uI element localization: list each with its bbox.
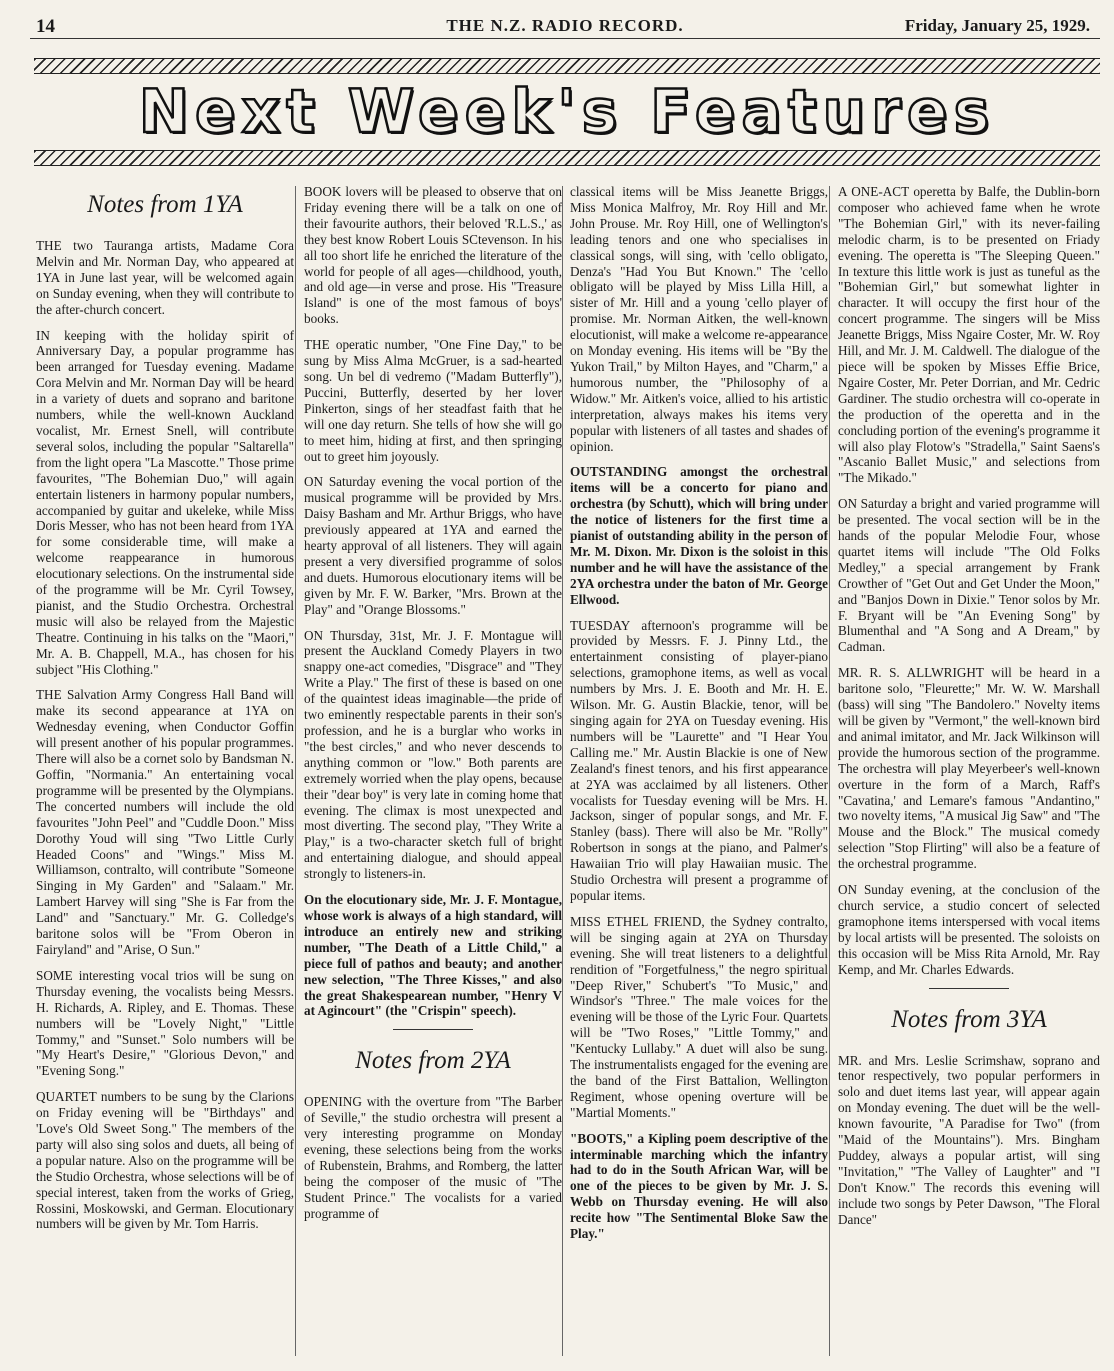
- article-paragraph: THE two Tauranga artists, Madame Cora Melvin and Mr. Norman Day, who appeared at 1YA in June last year, will be welcomed again on Sunday evening, when they will contribute to the after-church concert.: [36, 238, 294, 317]
- article-paragraph-bold: OUTSTANDING amongst the orchestral items will be a concerto for piano and orchestra (by Schutt), which will bring under the notice of listeners for the first time a pianist of outstanding ability in the person of Mr. M. Dixon. Mr. Dixon is the soloist in this number and he will have the assistance of the 2YA orchestra under the baton of Mr. George Ellwood.: [570, 464, 828, 607]
- features-banner: [34, 58, 1100, 166]
- article-paragraph: OPENING with the overture from "The Barber of Seville," the studio orchestra will present a very interesting programme on Monday evening, these selections being from the works of Rubenstein, Brahms, and Romberg, the latter being the composer of the music of "The Student Prince." The vocalists for a varied programme of: [304, 1094, 562, 1221]
- column-rule: [829, 186, 830, 1356]
- column-4: [838, 184, 1100, 1364]
- article-paragraph: ON Sunday evening, at the conclusion of the church service, a studio concert of selected gramophone items interspersed with vocal items by local artists will be presented. The soloists on this occasion will be Miss Rita Arnold, Mr. Ray Kemp, and Mr. Charles Edwards.: [838, 882, 1100, 977]
- masthead: [30, 10, 1100, 39]
- article-paragraph: ON Saturday a bright and varied programme will be presented. The vocal section will be in the hands of the popular Melodie Four, whose quartet items will include "The Old Folks Medley," a special arrangement by Frank Crowther of "Get Out and Get Under the Moon," and "Banjos Down in Dixie." Tenor solos by Mr. F. Bryant will be "An Evening Song" by Blumenthal and "A Song and A Dream," by Cadman.: [838, 496, 1100, 655]
- article-paragraph: QUARTET numbers to be sung by the Clarions on Friday evening will be "Birthdays" and 'Love's Old Sweet Song." The members of the party will also sing solos and duets, all being of a popular nature. Also on the programme will be the Studio Orchestra, whose selections will be of special interest, taken from the works of Grieg, Rossini, Moskowski, and German. Elocutionary numbers will be given by Mr. Tom Harris.: [36, 1089, 294, 1232]
- article-paragraph-bold: "BOOTS," a Kipling poem descriptive of the interminable marching which the infantry had to do in the South African War, will be one of the pieces to be given by Mr. J. S. Webb on Thursday evening. He will also recite how "The Sentimental Bloke Saw the Play.": [570, 1130, 828, 1242]
- publication-name: THE N.Z. RADIO RECORD.: [446, 16, 684, 35]
- zigzag-border-top: [34, 58, 1100, 74]
- article-paragraph: BOOK lovers will be pleased to observe that on Friday evening there will be a talk on one of their favourite authors, their beloved 'R.L.S.,' as they best know Robert Louis SCtevenson. In his all too short life he enriched the literature of the world for people of all ages—childhood, youth, and old age—in verse and prose. His "Treasure Island" is one of the most famous of boys' books.: [304, 184, 562, 327]
- article-paragraph: classical items will be Miss Jeanette Briggs, Miss Monica Malfroy, Mr. Roy Hill and Mr. John Prouse. Mr. Roy Hill, one of Wellington's leading tenors and one who specialises in classical songs, will sing, with 'cello obligato, Denza's "Had You But Known." The 'cello obligato will be played by Miss Lilla Hill, a sister of Mr. Hill and a young 'cello player of promise. Mr. Norman Aitken, the well-known elocutionist, will make a welcome re-appearance on Monday evening. His items will be "By the Yukon Trail," by Milton Hayes, and "Charm," a humorous number, the "Philosophy of a Widow." Mr. Aitken's voice, allied to his artistic interpretation, always makes his items very popular with listeners of all tastes and shades of opinion.: [570, 184, 828, 454]
- article-paragraph-bold: On the elocutionary side, Mr. J. F. Montague, whose work is always of a high standard, will introduce an entirely new and striking number, "The Death of a Little Child," a piece full of pathos and beauty; and another new selection, "The Three Kisses," and also the great Shakespearean number, "Henry V at Agincourt" (the "Crispin" speech).: [304, 892, 562, 1019]
- article-paragraph: ON Saturday evening the vocal portion of the musical programme will be provided by Mrs. Daisy Basham and Mr. Arthur Briggs, who have previously appeared at 1YA and earned the hearty approval of all listeners. They will again present a very diversified programme of solos and duets. Humorous elocutionary items will be given by Mr. F. W. Barker, "Mrs. Brown at the Play" and "Orange Blossoms.": [304, 474, 562, 617]
- article-paragraph: MR. R. S. ALLWRIGHT will be heard in a baritone solo, "Fleurette;" Mr. W. W. Marshall (bass) will sing "The Bandolero." Novelty items will be given by "Vermont," the well-known bird and animal imitator, and Mr. Jack Wilkinson will provide the humorous section of the programme. The orchestra will play Meyerbeer's well-known overture in the form of a March, Raff's "Cavatina,' and Lemare's famous "Andantino," two novelty items, "A musical Jig Saw" and "The Mouse and the Block." The musical comedy selection "Stop Flirting" will also be a feature of the orchestral programme.: [838, 665, 1100, 872]
- article-paragraph: THE Salvation Army Congress Hall Band will make its second appearance at 1YA on Wednesday evening, when Conductor Goffin will present another of his popular programmes. There will also be a cornet solo by Bandsman N. Goffin, "Normania." An entertaining vocal programme will be presented by the Olympians. The concerted numbers will include the old favourites "John Peel" and "Cuddle Doon." Miss Dorothy Youd will sing "Two Little Curly Headed Coons" and "Wings." Miss M. Williamson, contralto, will contribute "Someone Singing in My Garden" and "Salaam." Mr. Lambert Harvey will sing "She is Far from the Land" and "Sanctuary." Mr. G. Colledge's baritone solos will be "From Oberon in Fairyland" and "Arise, O Sun.": [36, 687, 294, 957]
- article-paragraph: ON Thursday, 31st, Mr. J. F. Montague will present the Auckland Comedy Players in two snappy one-act comedies, "Disgrace" and "They Write a Play." The first of these is based on one of the quaintest ideas imaginable—the pride of two eminently respectable parents in their son's profession, and he is a burglar who works in "the best circles," and who never descends to anything common or "low." Both parents are extremely worried when the play opens, because their "dear boy" is very late in coming home that evening. The climax is most unexpected and most diverting. The second play, "They Write a Play," is a two-character sketch full of bright and entertaining dialogue, and should appeal strongly to listeners-in.: [304, 627, 562, 882]
- section-heading-1ya: Notes from 1YA: [87, 191, 243, 218]
- page-number: 14: [36, 16, 55, 37]
- article-paragraph: TUESDAY afternoon's programme will be provided by Messrs. F. J. Pinny Ltd., the entertainment consisting of player-piano selections, gramophone items, as well as vocal numbers by Mrs. J. E. Booth and Mr. H. E. Wilson. Mr. G. Austin Blackie, tenor, will be singing again for 2YA on Tuesday evening. His numbers will be "Laurette" and "I Hear You Calling me." Mr. Austin Blackie is one of New Zealand's finest tenors, and his first appearance at 2YA was acclaimed by all listeners. Other vocalists for Tuesday evening will be Mrs. H. Jackson, singer of popular songs, and Mr. F. Stanley (bass). There will also be Mr. "Rolly" Robertson in songs at the piano, and Palmer's Hawaiian Trio will play Hawaiian music. The Studio Orchestra will present a programme of popular items.: [570, 617, 828, 903]
- column-rule: [295, 186, 296, 1356]
- article-paragraph: MR. and Mrs. Leslie Scrimshaw, soprano and tenor respectively, two popular performers in solo and duet items last year, will appear again on Monday evening. The duet will be the well-known favourite, "A Paradise for Two" (from "Maid of the Mountains"). Mrs. Bingham Puddey, always a popular artist, will sing "Invitation," "The Valley of Laughter" and "I Don't Know." The records this evening will include two songs by Peter Dawson, "The Floral Dance": [838, 1052, 1100, 1227]
- section-heading-2ya: Notes from 2YA: [355, 1047, 511, 1075]
- article-paragraph: A ONE-ACT operetta by Balfe, the Dublin-born composer who achieved fame when he wrote "The Bohemian Girl," with its never-failing melodic charm, is to be presented on Friady evening. The operetta is "The Sleeping Queen." In texture this little work is just as tuneful as the "Bohemian Girl," but somewhat lighter in character. It will occupy the first hour of the concert programme. The singers will be Miss Jeanette Briggs, Miss Ngaire Coster, Mr. W. Roy Hill, and Mr. J. M. Caldwell. The dialogue of the piece will be spoken by Misses Effie Brice, Ngaire Coster, Mr. Peter Dorrian, and Mr. Cedric Gardiner. The studio orchestra will co-operate in the production of the operetta and in the concluding portion of the evening's programme it will also play Flotow's "Stradella," Saint Saens's "Ascanio Ballet Music," and selections from "The Mikado.": [838, 184, 1100, 486]
- article-paragraph: THE operatic number, "One Fine Day," to be sung by Miss Alma McGruer, is a sad-hearted song. Un bel di vedremo ("Madam Butterfly"), Puccini, Butterfly, deserted by her lover Pinkerton, sings of her steadfast faith that he will one day return. She tells of how she will go to meet him, hiding at first, and then springing out to greet him joyously.: [304, 337, 562, 464]
- zigzag-border-bottom: [34, 150, 1100, 166]
- column-1: [36, 184, 294, 1364]
- column-3: [570, 184, 828, 1364]
- section-divider: [393, 1029, 473, 1030]
- banner-title: Next Week's Features: [138, 77, 996, 147]
- column-rule: [562, 186, 563, 1356]
- issue-date: Friday, January 25, 1929.: [904, 16, 1090, 35]
- article-paragraph: SOME interesting vocal trios will be sung on Thursday evening, the vocalists being Messrs. H. Richards, A. Ripley, and E. Thomas. These numbers will be "Lovely Night," "Little Tommy," and "Sunset." Solo numbers will be "My Heart's Desire," "Glorious Devon," and "Evening Song.": [36, 967, 294, 1079]
- section-heading-3ya: Notes from 3YA: [891, 1005, 1047, 1033]
- article-paragraph: IN keeping with the holiday spirit of Anniversary Day, a popular programme has been arranged for Tuesday evening. Madame Cora Melvin and Mr. Norman Day will be heard in a variety of duets and soprano and baritone numbers, while the well-known Auckland vocalist, Mr. Ernest Snell, will contribute several solos, including the popular "Saltarella" from the light opera "La Mascotte." Those prime favourites, "The Bohemian Duo," will again entertain listeners in harmony popular numbers, accompanied by guitar and ukeleke, while Miss Doris Messer, who has not been heard from 1YA for some considerable time, will make a welcome reappearance in humorous elocutionary selections. On the instrumental side of the programme will be Mr. Cyril Towsey, pianist, and the Studio Orchestra. Orchestral music will also be relayed from the Majestic Theatre. Continuing in his talks on the "Maori," Mr. A. B. Chappell, M.A., has chosen for his subject "His Clothing.": [36, 327, 294, 677]
- section-divider: [929, 988, 1009, 989]
- article-paragraph: MISS ETHEL FRIEND, the Sydney contralto, will be singing again at 2YA on Thursday evening. She will treat listeners to a delightful rendition of "Forgetfulness," the negro spiritual "Deep River," Schubert's "To Music," and Windsor's "Three." The male voices for the evening will be those of the Lyric Four. Quartets will be "Two Roses," "Little Tommy," and "Kentucky Lullaby." A duet will also be sung. The instrumentalists engaged for the evening are the band of the First Battalion, Wellington Regiment, whose opening overture will be "Martial Moments.": [570, 913, 828, 1120]
- column-2: [304, 184, 562, 1364]
